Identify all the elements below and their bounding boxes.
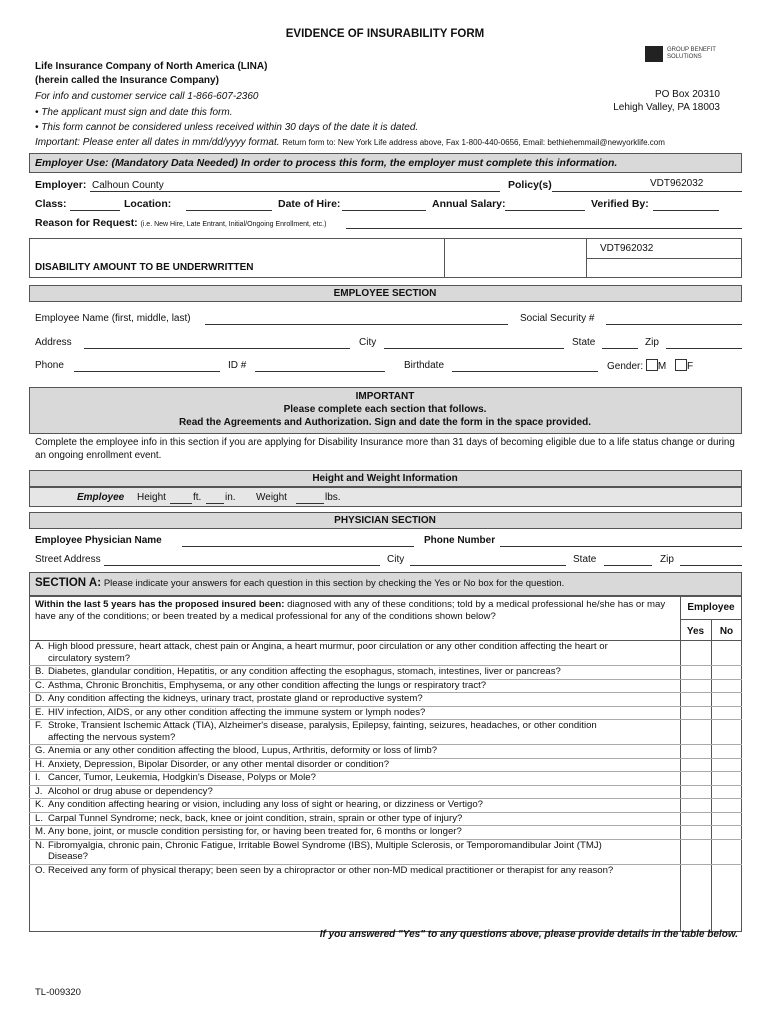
physician-name-label: Employee Physician Name <box>35 535 162 546</box>
col-yes: Yes <box>686 626 705 637</box>
answer-no-box[interactable] <box>713 667 740 678</box>
company-line-1: Life Insurance Company of North America (LINA) <box>35 61 268 72</box>
zip-field[interactable] <box>666 348 742 349</box>
city-label: City <box>359 337 377 348</box>
hire-date-field[interactable] <box>342 210 426 211</box>
class-field[interactable] <box>70 210 120 211</box>
question-key: D. <box>35 693 45 704</box>
logo-line-1: GROUP BENEFIT <box>667 47 716 53</box>
company-logo-icon <box>645 46 663 62</box>
answer-no-box[interactable] <box>713 814 740 825</box>
answer-yes-box[interactable] <box>682 681 709 692</box>
question-row <box>35 680 680 692</box>
section-a-lead-bold: Within the last 5 years has the proposed insured been: <box>35 599 285 610</box>
answer-no-box[interactable] <box>713 760 740 771</box>
street-address-label: Street Address <box>35 554 101 565</box>
question-key: I. <box>35 772 41 783</box>
question-key: B. <box>35 666 45 677</box>
id-label: ID # <box>228 360 247 371</box>
disability-divider-3 <box>586 258 742 259</box>
section-a-header <box>35 577 564 589</box>
footer-code: TL-009320 <box>35 987 81 998</box>
question-row <box>35 666 680 678</box>
policy-label: Policy(s) <box>508 179 552 191</box>
question-row <box>35 759 680 771</box>
in-label: in. <box>225 492 236 503</box>
answer-yes-box[interactable] <box>682 814 709 825</box>
answer-no-box[interactable] <box>713 787 740 798</box>
important-dates-line <box>35 137 665 148</box>
question-text: Any condition affecting the kidneys, urinary tract, prostate gland or reproductive system? <box>48 693 423 704</box>
state-label: State <box>572 337 596 348</box>
annual-salary-label: Annual Salary: <box>432 198 506 210</box>
street-address-field[interactable] <box>104 565 380 566</box>
important-line-1: Please complete each section that follows. <box>283 404 487 415</box>
answer-yes-box[interactable] <box>682 746 709 757</box>
question-row <box>35 865 680 877</box>
question-key: E. <box>35 706 45 718</box>
question-row <box>35 826 680 838</box>
height-weight-header: Height and Weight Information <box>312 473 458 484</box>
question-text: High blood pressure, heart attack, chest pain or Angina, a heart murmur, poor circulation or any other condition affecting the heart or <box>48 641 608 652</box>
section-a-divider-3 <box>680 619 742 620</box>
question-text: Fibromyalgia, chronic pain, Chronic Fatigue, Irritable Bowel Syndrome (IBS), Multiple Sclerosis, or Temporomandibular Joint (TMJ) <box>48 839 602 851</box>
answer-no-box[interactable] <box>713 866 740 877</box>
question-text: Received any form of physical therapy; been seen by a chiropractor or other non-MD medical practitioner or therapist for any reason? <box>48 864 614 876</box>
reason-row <box>35 217 326 229</box>
gender-label: Gender: <box>607 361 644 372</box>
question-row <box>35 641 680 664</box>
weight-label: Weight <box>256 492 287 503</box>
logo-line-2: SOLUTIONS <box>667 54 702 60</box>
question-text: Diabetes, glandular condition, Hepatitis, or any condition affecting the esophagus, stomach, intestines, liver or pancreas? <box>48 666 561 677</box>
address-field[interactable] <box>84 348 350 349</box>
answer-yes-box[interactable] <box>682 800 709 811</box>
employer-label: Employer: <box>35 179 87 191</box>
question-row <box>35 693 680 705</box>
physician-name-field[interactable] <box>182 546 414 547</box>
gender-f-label: F <box>687 361 694 372</box>
physician-zip-field[interactable] <box>680 565 742 566</box>
verified-by-label: Verified By: <box>591 198 649 210</box>
hw-employee-label: Employee <box>77 492 125 503</box>
question-text: Anemia or any other condition affecting the blood, Lupus, Arthritis, deformity or loss of limb? <box>48 745 438 756</box>
question-key: L. <box>35 812 44 824</box>
logo-text <box>667 47 716 61</box>
hire-date-label: Date of Hire: <box>278 198 341 210</box>
annual-salary-field[interactable] <box>505 210 585 211</box>
answer-yes-box[interactable] <box>682 773 709 784</box>
answer-no-box[interactable] <box>713 694 740 705</box>
location-field[interactable] <box>186 210 272 211</box>
question-key: M. <box>35 826 46 837</box>
physician-state-field[interactable] <box>604 565 652 566</box>
answer-yes-box[interactable] <box>682 667 709 678</box>
weight-field[interactable] <box>296 503 324 504</box>
height-in-field[interactable] <box>206 503 224 504</box>
answer-no-box[interactable] <box>713 800 740 811</box>
col-employee: Employee <box>687 602 735 613</box>
answer-yes-box[interactable] <box>682 841 709 863</box>
col-no: No <box>719 626 734 637</box>
answer-yes-box[interactable] <box>682 708 709 719</box>
gender-m-label: M <box>657 361 667 372</box>
question-key: F. <box>35 720 43 731</box>
question-text: Carpal Tunnel Syndrome; neck, back, knee or joint condition, strain, sprain or other type of injury? <box>48 812 463 824</box>
question-row <box>35 786 680 798</box>
customer-service-line: For info and customer service call 1-866-607-2360 <box>35 91 259 102</box>
bullet-30-days: • This form cannot be considered unless received within 30 days of the date it is dated. <box>35 122 419 133</box>
answer-yes-box[interactable] <box>682 787 709 798</box>
question-row <box>35 840 680 863</box>
question-row <box>35 813 680 825</box>
disability-amount-field[interactable]: VDT962032 <box>600 243 654 254</box>
section-a-lead <box>35 599 675 623</box>
height-weight-row <box>29 487 742 507</box>
company-line-2: (herein called the Insurance Company) <box>35 75 219 86</box>
verified-by-field[interactable] <box>653 210 719 211</box>
employee-name-field[interactable] <box>205 324 508 325</box>
question-row <box>35 799 680 811</box>
physician-state-label: State <box>573 554 597 565</box>
return-info: Return form to: New York Life address above, Fax 1-800-440-0656, Email: bethiehemmail@newyorklife.com <box>282 138 665 147</box>
lbs-label: lbs. <box>325 492 341 503</box>
question-text: Stroke, Transient Ischemic Attack (TIA), Alzheimer's disease, paralysis, Epilepsy, fainting, seizures, headaches, or other condition <box>48 720 597 731</box>
question-text: Asthma, Chronic Bronchitis, Emphysema, or any other condition affecting the lungs or respiratory tract? <box>48 679 487 691</box>
gender-f-checkbox[interactable] <box>675 359 687 371</box>
question-row <box>35 707 680 719</box>
answer-no-box[interactable] <box>713 827 740 838</box>
question-key: C. <box>35 679 45 691</box>
state-field[interactable] <box>602 348 638 349</box>
question-text: Any condition affecting hearing or vision, including any loss of sight or hearing, or dizziness or Vertigo? <box>48 799 483 810</box>
answer-no-box[interactable] <box>713 721 740 743</box>
birthdate-field[interactable] <box>452 371 598 372</box>
answer-yes-box[interactable] <box>682 866 709 877</box>
employer-header: Employer Use: (Mandatory Data Needed) In order to process this form, the employer must complete this information. <box>35 157 618 169</box>
section-a-instruction: Please indicate your answers for each question in this section by checking the Yes or No box for the question. <box>103 578 565 589</box>
city-field[interactable] <box>384 348 564 349</box>
phone-label: Phone <box>35 360 64 371</box>
question-text-continued: affecting the nervous system? <box>48 731 176 743</box>
question-key: N. <box>35 839 45 851</box>
reason-hint: (i.e. New Hire, Late Entrant, Initial/Ongoing Enrollment, etc.) <box>140 221 327 228</box>
question-row <box>35 720 680 743</box>
question-key: G. <box>35 745 46 756</box>
class-label: Class: <box>35 198 67 210</box>
important-line-2: Read the Agreements and Authorization. Sign and date the form in the space provided. <box>178 417 592 428</box>
policy-field-line <box>552 191 742 192</box>
ft-label: ft. <box>193 492 202 503</box>
question-key: O. <box>35 864 46 876</box>
address-line-1: PO Box 20310 <box>654 89 720 100</box>
important-title: IMPORTANT <box>355 391 415 402</box>
height-ft-field[interactable] <box>170 503 192 504</box>
zip-label: Zip <box>645 337 659 348</box>
answer-no-box[interactable] <box>713 681 740 692</box>
question-key: A. <box>35 641 45 652</box>
phone-field[interactable] <box>74 371 220 372</box>
physician-city-label: City <box>387 554 405 565</box>
important-text <box>0 390 770 429</box>
section-a-title: SECTION A: <box>35 577 102 589</box>
question-key: K. <box>35 799 45 810</box>
birthdate-label: Birthdate <box>404 360 445 371</box>
ssn-label: Social Security # <box>520 313 595 324</box>
important-note: Complete the employee info in this section if you are applying for Disability Insurance more than 31 days of becoming eligible due to a life status change or during an ongoing enrollment event. <box>35 437 735 461</box>
employee-name-label: Employee Name (first, middle, last) <box>35 313 191 324</box>
form-title: EVIDENCE OF INSURABILITY FORM <box>285 28 485 40</box>
employee-section-header: EMPLOYEE SECTION <box>333 288 437 299</box>
answer-yes-box[interactable] <box>682 760 709 771</box>
answer-yes-box[interactable] <box>682 642 709 664</box>
id-field[interactable] <box>255 371 385 372</box>
mailing-address <box>613 88 720 114</box>
answer-no-box[interactable] <box>713 642 740 664</box>
important-dates-label: Important: Please enter all dates in mm/dd/yyyy format. <box>35 137 280 148</box>
answer-yes-box[interactable] <box>682 827 709 838</box>
answer-no-box[interactable] <box>713 746 740 757</box>
question-key: J. <box>35 785 43 797</box>
answer-no-box[interactable] <box>713 773 740 784</box>
gender-m-checkbox[interactable] <box>646 359 658 371</box>
answer-yes-box[interactable] <box>682 694 709 705</box>
section-a-divider-1 <box>680 596 681 932</box>
answer-no-box[interactable] <box>713 841 740 863</box>
reason-label: Reason for Request: <box>35 217 138 229</box>
ssn-field[interactable] <box>606 324 742 325</box>
question-text: Cancer, Tumor, Leukemia, Hodgkin's Disease, Polyps or Mole? <box>48 772 316 783</box>
physician-zip-label: Zip <box>660 554 674 565</box>
question-text: Alcohol or drug abuse or dependency? <box>48 785 213 797</box>
disability-divider-1 <box>444 238 445 278</box>
section-a-footer-note: If you answered "Yes" to any questions above, please provide details in the table below. <box>319 929 738 940</box>
physician-section-header: PHYSICIAN SECTION <box>334 515 436 526</box>
physician-city-field[interactable] <box>410 565 566 566</box>
bullet-sign-date: • The applicant must sign and date this form. <box>35 107 233 118</box>
employer-field[interactable]: Calhoun County <box>92 180 164 191</box>
employer-field-line <box>90 191 500 192</box>
section-a-lead-rest: diagnosed with any of these conditions; told by a medical professional he/she has or may have any of the conditions; or been treated by a medical professional for any of the conditions shown below? <box>35 599 666 622</box>
location-label: Location: <box>124 198 172 210</box>
answer-yes-box[interactable] <box>682 721 709 743</box>
address-line-2: Lehigh Valley, PA 18003 <box>613 102 720 113</box>
question-text: Anxiety, Depression, Bipolar Disorder, or any other mental disorder or condition? <box>48 758 390 770</box>
question-text-continued: circulatory system? <box>48 652 131 664</box>
answer-no-box[interactable] <box>713 708 740 719</box>
gender-row <box>607 359 693 372</box>
address-label: Address <box>35 337 72 348</box>
physician-phone-label: Phone Number <box>424 535 496 546</box>
question-row <box>35 745 680 757</box>
question-text-continued: Disease? <box>48 851 88 862</box>
policy-field[interactable]: VDT962032 <box>650 178 704 189</box>
question-row <box>35 772 680 784</box>
height-label: Height <box>137 492 166 503</box>
question-text: HIV infection, AIDS, or any other condition affecting the immune system or lymph nodes? <box>48 706 426 718</box>
physician-phone-field[interactable] <box>500 546 742 547</box>
disability-label: DISABILITY AMOUNT TO BE UNDERWRITTEN <box>35 262 254 273</box>
question-key: H. <box>35 758 45 770</box>
reason-field[interactable] <box>346 228 742 229</box>
question-text: Any bone, joint, or muscle condition persisting for, or having been treated for, 6 months or longer? <box>48 826 462 837</box>
